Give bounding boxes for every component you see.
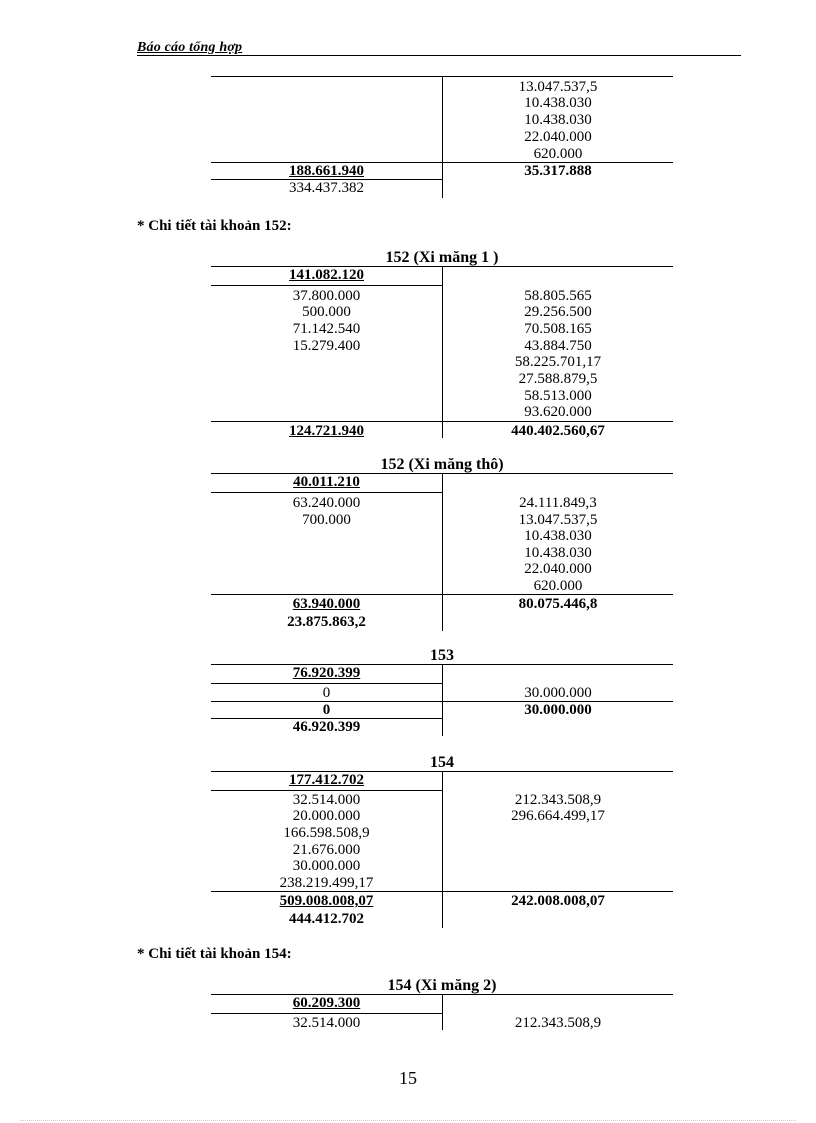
total-rule (211, 594, 673, 595)
credit-entry: 58.513.000 (524, 388, 592, 404)
credit-entry: 93.620.000 (524, 404, 592, 420)
opening-rule (211, 1013, 442, 1014)
debit-entry: 166.598.508,9 (283, 825, 370, 841)
credit-entry: 58.805.565 (524, 288, 592, 304)
opening-balance: 177.412.702 (289, 772, 364, 788)
credit-entry: 29.256.500 (524, 304, 592, 320)
credit-entry: 70.508.165 (524, 321, 592, 337)
total-credit: 80.075.446,8 (518, 596, 598, 612)
debit-entry: 21.676.000 (292, 842, 361, 858)
opening-rule (211, 492, 442, 493)
account-title: 154 (Xi măng 2) (387, 977, 497, 994)
credit-entry: 212.343.508,9 (514, 792, 602, 808)
credit-entry: 22.040.000 (524, 561, 592, 577)
credit-entry: 10.438.030 (524, 528, 592, 544)
credit-entry: 58.225.701,17 (514, 354, 602, 370)
debit-entry: 71.142.540 (292, 321, 361, 337)
debit-entry: 238.219.499,17 (279, 875, 374, 891)
section-heading-152: * Chi tiết tài khoản 152: (137, 218, 292, 234)
opening-rule (211, 790, 442, 791)
total-credit: 440.402.560,67 (511, 423, 605, 439)
debit-entry: 500.000 (302, 304, 351, 320)
credit-entry: 296.664.499,17 (511, 808, 605, 824)
section-heading-154: * Chi tiết tài khoản 154: (137, 946, 292, 962)
ending-balance: 46.920.399 (292, 719, 361, 735)
total-debit: 63.940.000 (292, 596, 361, 612)
credit-entry: 13.047.537,5 (518, 79, 598, 95)
total-credit: 35.317.888 (524, 163, 592, 179)
debit-entry: 30.000.000 (292, 858, 361, 874)
credit-entry: 30.000.000 (524, 685, 592, 701)
account-title: 153 (430, 647, 454, 664)
total-debit: 188.661.940 (289, 163, 364, 179)
opening-rule (211, 285, 442, 286)
total-credit: 30.000.000 (524, 702, 592, 718)
debit-entry: 32.514.000 (292, 792, 361, 808)
opening-balance: 141.082.120 (289, 267, 364, 283)
account-title: 152 (Xi măng 1 ) (385, 249, 499, 266)
page-number: 15 (399, 1068, 417, 1088)
debit-entry: 32.514.000 (292, 1015, 361, 1031)
total-rule (211, 891, 673, 892)
account-title: 154 (430, 754, 454, 771)
credit-entry: 13.047.537,5 (518, 512, 598, 528)
credit-entry: 27.588.879,5 (518, 371, 598, 387)
account-title: 152 (Xi măng thô) (380, 456, 504, 473)
debit-entry: 37.800.000 (292, 288, 361, 304)
ending-balance: 23.875.863,2 (287, 614, 366, 630)
document-header: Báo cáo tổng hợp (137, 40, 243, 55)
ending-balance: 444.412.702 (289, 911, 364, 927)
credit-entry: 10.438.030 (524, 545, 592, 561)
page-edge (20, 1120, 796, 1121)
total-rule (211, 701, 673, 702)
total-debit: 124.721.940 (289, 423, 364, 439)
opening-balance: 60.209.300 (292, 995, 361, 1011)
credit-entry: 10.438.030 (524, 112, 592, 128)
credit-entry: 212.343.508,9 (514, 1015, 602, 1031)
debit-entry: 63.240.000 (292, 495, 361, 511)
credit-entry: 24.111.849,3 (519, 495, 597, 511)
credit-entry: 10.438.030 (524, 95, 592, 111)
opening-balance: 76.920.399 (292, 665, 361, 681)
total-debit: 0 (322, 702, 331, 718)
total-credit: 242.008.008,07 (511, 893, 605, 909)
debit-entry: 700.000 (302, 512, 351, 528)
credit-entry: 22.040.000 (524, 129, 592, 145)
total-debit: 509.008.008,07 (279, 893, 374, 909)
credit-entry: 620.000 (533, 146, 583, 162)
total-rule (211, 421, 673, 422)
credit-entry: 620.000 (533, 578, 583, 594)
opening-balance: 40.011.210 (293, 474, 360, 490)
header-rule (137, 55, 741, 56)
ending-balance: 334.437.382 (289, 180, 364, 196)
debit-entry: 15.279.400 (292, 338, 361, 354)
opening-rule (211, 683, 442, 684)
credit-entry: 43.884.750 (524, 338, 592, 354)
debit-entry: 20.000.000 (292, 808, 361, 824)
total-rule (211, 162, 673, 163)
debit-entry: 0 (322, 685, 331, 701)
